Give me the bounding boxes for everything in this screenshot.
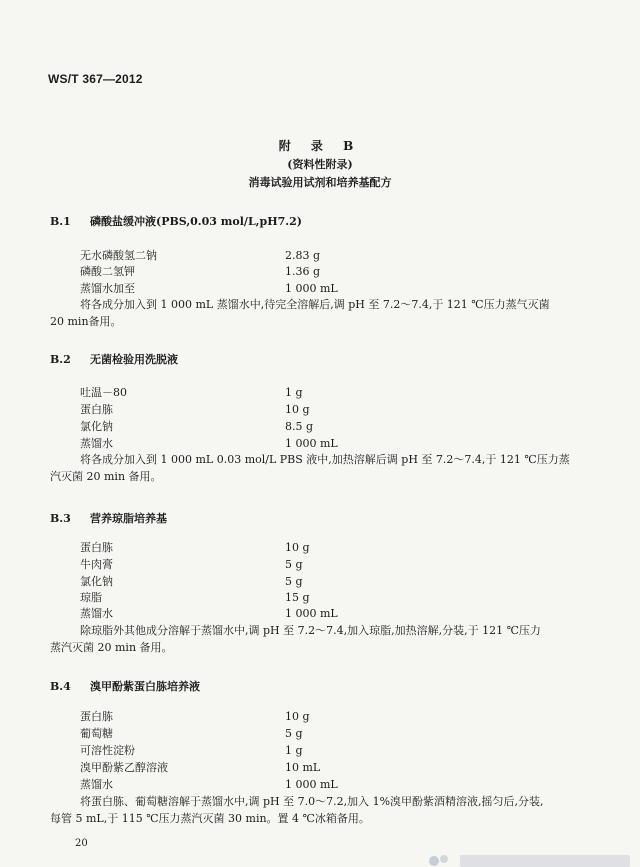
standard-number: WS/T 367—2012 [48,72,143,86]
ingredient-name: 蒸馏水加至 [80,282,135,295]
ingredient-amount: 5 g [285,727,303,740]
section-title: 无菌检验用洗脱液 [90,353,178,366]
ingredient-amount: 1 000 mL [285,282,338,295]
ingredient-name: 蛋白胨 [80,710,113,723]
ingredient-amount: 5 g [285,575,303,588]
procedure-line: 每管 5 mL,于 115 ℃压力蒸汽灭菌 30 min。置 4 ℃冰箱备用。 [50,812,370,825]
ingredient-name: 蛋白胨 [80,541,113,554]
procedure-line: 将蛋白胨、葡萄糖溶解于蒸馏水中,调 pH 至 7.0～7.2,加入 1%溴甲酚紫酒精溶液,摇匀后,分装, [80,795,544,808]
section-number: B.3 [50,512,71,525]
watermark-logo [420,850,640,867]
ingredient-amount: 15 g [285,591,310,604]
ingredient-amount: 5 g [285,558,303,571]
ingredient-name: 蒸馏水 [80,778,113,791]
appendix-subject: 消毒试验用试剂和培养基配方 [248,176,392,189]
ingredient-amount: 10 g [285,710,310,723]
section-heading-b4 [50,678,200,694]
ingredient-amount: 1 000 mL [285,437,338,450]
procedure-line: 20 min备用。 [50,315,122,328]
section-number: B.1 [50,215,71,228]
ingredient-name: 蒸馏水 [80,607,113,620]
ingredient-amount: 1 000 mL [285,778,338,791]
ingredient-amount: 2.83 g [285,249,321,262]
procedure-line: 蒸汽灭菌 20 min 备用。 [50,641,173,654]
section-title: 溴甲酚紫蛋白胨培养液 [90,680,200,693]
procedure-line: 除琼脂外其他成分溶解于蒸馏水中,调 pH 至 7.2～7.4,加入琼脂,加热溶解,分装,于 121 ℃压力 [80,624,541,637]
procedure-text [50,793,580,827]
section-number: B.4 [50,680,71,693]
ingredient-name: 可溶性淀粉 [80,744,135,757]
ingredient-name: 氯化钠 [80,420,113,433]
ingredient-amount: 10 g [285,403,310,416]
ingredient-name: 蒸馏水 [80,437,113,450]
appendix-type: (资料性附录) [287,158,353,171]
appendix-title: 附 录 B [278,139,362,153]
ingredient-amount: 10 mL [285,761,321,774]
ingredient-name: 氯化钠 [80,575,113,588]
ingredient-name: 葡萄糖 [80,727,113,740]
section-number: B.2 [50,353,71,366]
section-heading-b3 [50,510,167,526]
ingredient-amount: 10 g [285,541,310,554]
ingredient-name: 无水磷酸氢二钠 [80,249,157,262]
ingredient-amount: 8.5 g [285,420,314,433]
procedure-text [50,451,580,485]
ingredient-name: 溴甲酚紫乙醇溶液 [80,761,168,774]
ingredient-amount: 1 g [285,386,303,399]
procedure-text [50,622,580,656]
ingredient-name: 磷酸二氢钾 [80,265,135,278]
procedure-line: 将各成分加入到 1 000 mL 0.03 mol/L PBS 液中,加热溶解后调 pH 至 7.2～7.4,于 121 ℃压力蒸 [80,453,570,466]
ingredient-name: 蛋白胨 [80,403,113,416]
section-title: 营养琼脂培养基 [90,512,167,525]
ingredient-name: 琼脂 [80,591,102,604]
page-number: 20 [75,838,88,849]
section-title: 磷酸盐缓冲液(PBS,0.03 mol/L,pH7.2) [90,215,302,228]
ingredient-name: 牛肉膏 [80,558,113,571]
procedure-line: 汽灭菌 20 min 备用。 [50,470,162,483]
ingredient-name: 吐温－80 [80,386,127,399]
ingredient-amount: 1 000 mL [285,607,338,620]
procedure-line: 将各成分加入到 1 000 mL 蒸馏水中,待完全溶解后,调 pH 至 7.2～7.4,于 121 ℃压力蒸气灭菌 [80,298,550,311]
procedure-text [50,296,580,330]
ingredient-amount: 1 g [285,744,303,757]
ingredient-amount: 1.36 g [285,265,321,278]
section-heading-b2 [50,351,178,367]
section-heading-b1 [50,213,302,229]
